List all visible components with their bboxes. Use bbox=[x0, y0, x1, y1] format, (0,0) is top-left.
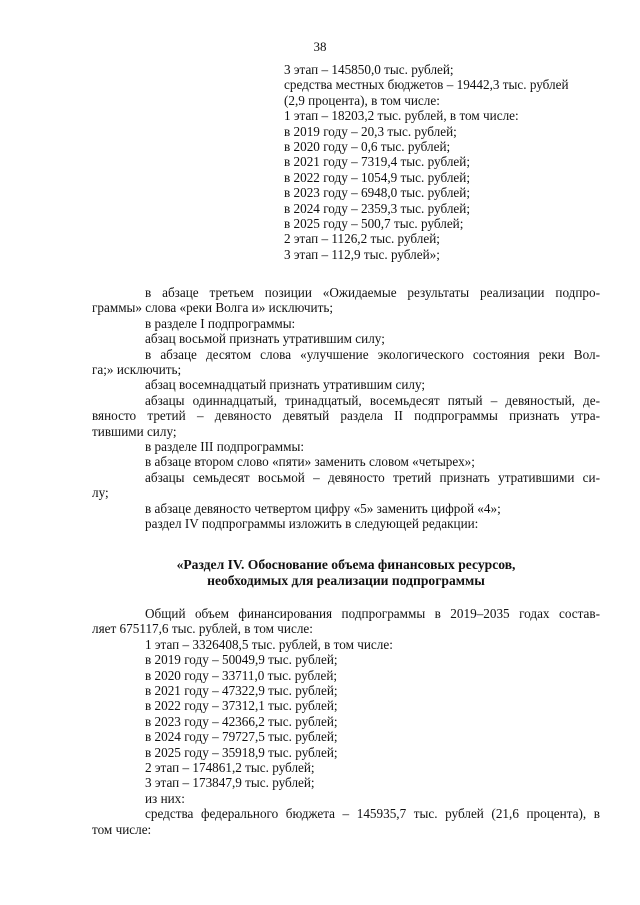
text-line: в 2025 году – 35918,9 тыс. рублей; bbox=[145, 744, 338, 760]
section-heading-line-2: необходимых для реализации подпрограммы bbox=[207, 573, 485, 588]
text-line: 1 этап – 3326408,5 тыс. рублей, в том числе: bbox=[145, 636, 393, 652]
text-line: тившими силу; bbox=[92, 423, 177, 439]
text-line: 3 этап – 173847,9 тыс. рублей; bbox=[145, 775, 315, 791]
text-line: в 2024 году – 79727,5 тыс. рублей; bbox=[145, 729, 338, 745]
text-line: в абзаце втором слово «пяти» заменить словом «четырех»; bbox=[145, 454, 475, 470]
text-line: 2 этап – 1126,2 тыс. рублей; bbox=[284, 231, 440, 247]
text-line: в 2021 году – 7319,4 тыс. рублей; bbox=[284, 154, 470, 170]
text-line: в 2020 году – 0,6 тыс. рублей; bbox=[284, 139, 451, 155]
text-line: в разделе III подпрограммы: bbox=[145, 439, 305, 455]
text-line: в 2023 году – 6948,0 тыс. рублей; bbox=[284, 185, 470, 201]
text-line: в 2025 году – 500,7 тыс. рублей; bbox=[284, 216, 464, 232]
text-line: вяносто третий – девяносто девятый раздела II подпрограммы признать утра- bbox=[92, 408, 600, 424]
section-heading bbox=[92, 557, 600, 589]
section-heading-line-1: «Раздел IV. Обоснование объема финансовых ресурсов, bbox=[176, 557, 516, 572]
text-line: 2 этап – 174861,2 тыс. рублей; bbox=[145, 760, 315, 776]
text-line: в 2019 году – 20,3 тыс. рублей; bbox=[284, 123, 457, 139]
text-line: средства местных бюджетов – 19442,3 тыс. рублей bbox=[284, 77, 569, 93]
text-line: в 2022 году – 1054,9 тыс. рублей; bbox=[284, 169, 470, 185]
text-line: в абзаце третьем позиции «Ожидаемые результаты реализации подпро- bbox=[145, 285, 600, 300]
financing-section bbox=[92, 606, 600, 837]
text-line: абзац восемнадцатый признать утратившим силу; bbox=[145, 377, 426, 393]
text-line: лу; bbox=[92, 485, 109, 501]
text-line: (2,9 процента), в том числе: bbox=[284, 92, 440, 108]
text-line: 1 этап – 18203,2 тыс. рублей, в том числе: bbox=[284, 108, 519, 124]
text-line: ляет 675117,6 тыс. рублей, в том числе: bbox=[92, 621, 313, 637]
text-line: 3 этап – 145850,0 тыс. рублей; bbox=[284, 62, 454, 77]
text-line: 3 этап – 112,9 тыс. рублей»; bbox=[284, 246, 440, 262]
page-number: 38 bbox=[313, 39, 327, 54]
text-line: абзацы одиннадцатый, тринадцатый, восемьдесят пятый – девяностый, де- bbox=[145, 392, 600, 408]
text-line: в абзаце десятом слова «улучшение экологического состояния реки Вол- bbox=[145, 346, 600, 362]
text-line: в абзаце девяносто четвертом цифру «5» заменить цифрой «4»; bbox=[145, 500, 501, 516]
text-line: в 2020 году – 33711,0 тыс. рублей; bbox=[145, 667, 338, 683]
text-line: абзацы семьдесят восьмой – девяносто третий признать утратившими си- bbox=[145, 469, 600, 485]
text-line: том числе: bbox=[92, 821, 152, 837]
text-line: в 2024 году – 2359,3 тыс. рублей; bbox=[284, 200, 470, 216]
text-line: из них: bbox=[145, 790, 185, 806]
text-line: граммы» слова «реки Волга и» исключить; bbox=[92, 300, 334, 316]
text-line: средства федерального бюджета – 145935,7 тыс. рублей (21,6 процента), в bbox=[145, 806, 600, 822]
text-line: в 2022 году – 37312,1 тыс. рублей; bbox=[145, 698, 338, 714]
text-line: абзац восьмой признать утратившим силу; bbox=[145, 331, 385, 347]
text-line: Общий объем финансирования подпрограммы в 2019–2035 годах состав- bbox=[145, 606, 600, 621]
text-line: в 2023 году – 42366,2 тыс. рублей; bbox=[145, 713, 338, 729]
funding-list-local-budgets bbox=[284, 62, 604, 262]
amendments-section bbox=[92, 285, 600, 532]
text-line: га;» исключить; bbox=[92, 362, 182, 378]
text-line: в разделе I подпрограммы: bbox=[145, 315, 296, 331]
text-line: в 2019 году – 50049,9 тыс. рублей; bbox=[145, 652, 338, 668]
text-line: раздел IV подпрограммы изложить в следующей редакции: bbox=[145, 516, 479, 532]
text-line: в 2021 году – 47322,9 тыс. рублей; bbox=[145, 683, 338, 699]
